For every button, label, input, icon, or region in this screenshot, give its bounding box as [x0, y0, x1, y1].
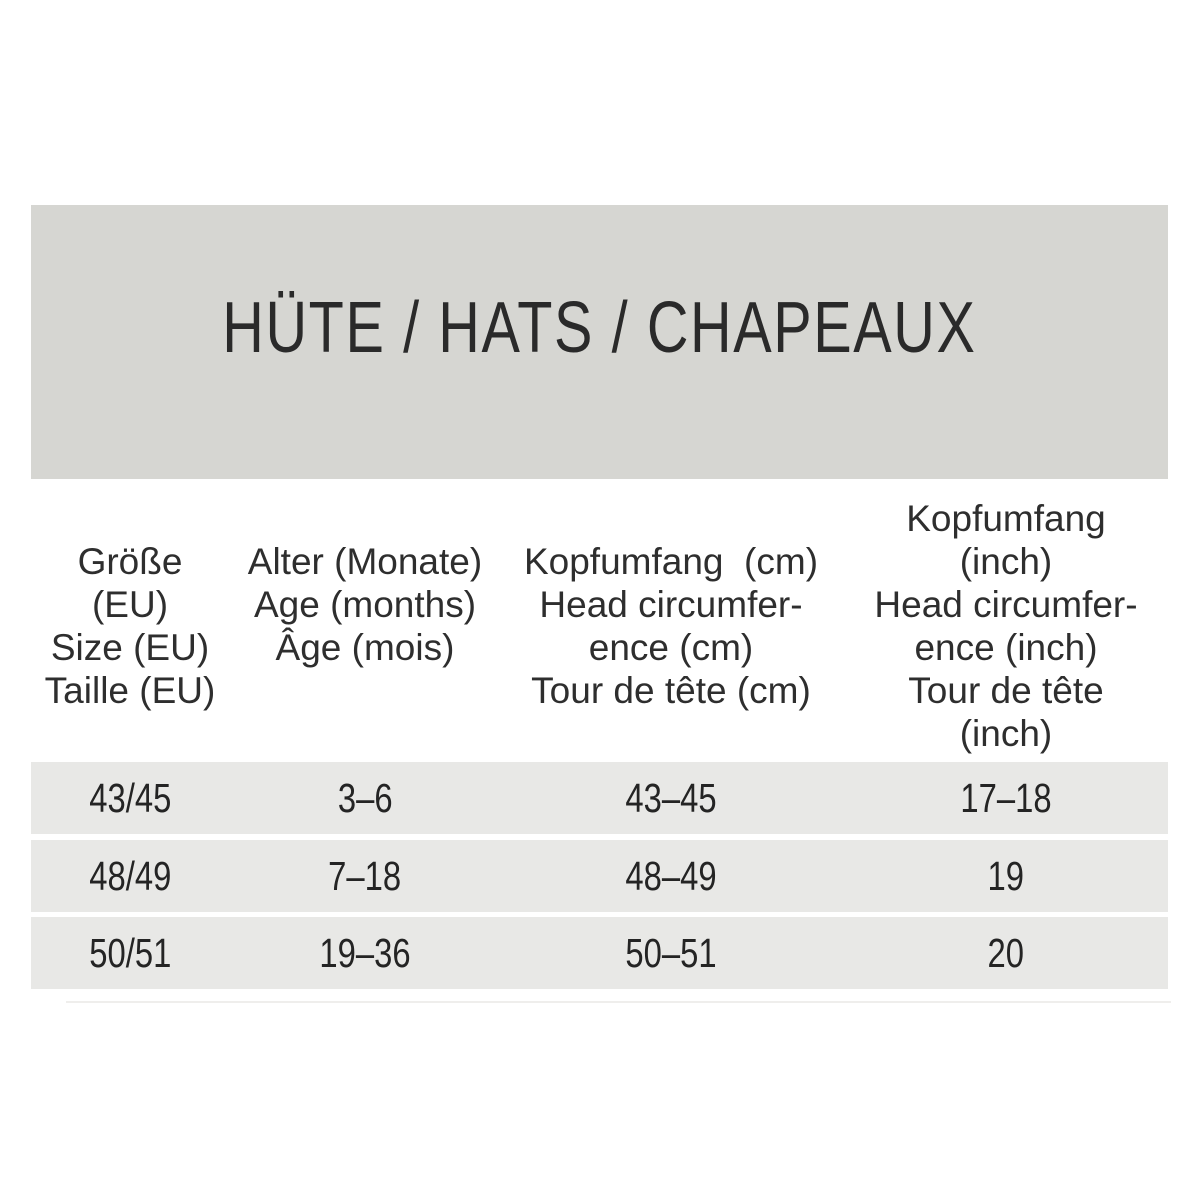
cell-head-circumference-cm: [521, 762, 821, 834]
cell-size-eu: [31, 840, 229, 912]
table-row: [31, 917, 1168, 989]
header-line: Âge (mois): [275, 627, 455, 668]
cell-value: 7–18: [328, 852, 402, 899]
header-line: (inch): [959, 541, 1053, 582]
header-line: Kopfumfang (cm): [523, 541, 819, 582]
cell-age-months: [240, 762, 490, 834]
cell-value: 19–36: [319, 929, 411, 976]
cell-head-circumference-inch: [856, 762, 1156, 834]
header-line: (inch): [959, 713, 1053, 754]
header-line: Tour de tête: [908, 670, 1104, 711]
cell-head-circumference-inch: [856, 917, 1156, 989]
table-row: [31, 840, 1168, 912]
cell-value: 50–51: [625, 929, 717, 976]
cell-value: 19: [987, 852, 1025, 899]
header-line: ence (inch): [914, 627, 1098, 668]
cell-value: 48/49: [88, 852, 172, 899]
cell-value: 3–6: [337, 774, 393, 821]
header-line: Tour de tête (cm): [531, 670, 811, 711]
header-line: Größe: [77, 541, 183, 582]
header-line: (EU): [91, 584, 169, 625]
cell-size-eu: [31, 917, 229, 989]
column-header-age-months: [240, 540, 490, 669]
cell-value: 43–45: [625, 774, 717, 821]
cell-head-circumference-cm: [521, 917, 821, 989]
cell-value: 43/45: [88, 774, 172, 821]
cell-value: 48–49: [625, 852, 717, 899]
header-line: Size (EU): [50, 627, 210, 668]
header-line: ence (cm): [588, 627, 754, 668]
table-row: [31, 762, 1168, 834]
divider-line: [66, 1001, 1171, 1003]
header-line: Alter (Monate): [247, 541, 483, 582]
cell-value: 17–18: [960, 774, 1052, 821]
header-line: Kopfumfang: [906, 498, 1106, 539]
cell-head-circumference-cm: [521, 840, 821, 912]
chart-title-banner: [31, 205, 1168, 479]
cell-head-circumference-inch: [856, 840, 1156, 912]
header-line: Head circumfer-: [539, 584, 803, 625]
column-header-size-eu: [30, 540, 230, 712]
cell-value: 20: [987, 929, 1025, 976]
column-header-head-circumference-cm: [521, 540, 821, 712]
column-header-head-circumference-inch: [856, 497, 1156, 755]
header-line: Age (months): [253, 584, 477, 625]
header-line: Head circumfer-: [874, 584, 1138, 625]
cell-value: 50/51: [88, 929, 172, 976]
cell-size-eu: [31, 762, 229, 834]
cell-age-months: [240, 917, 490, 989]
header-line: Taille (EU): [44, 670, 216, 711]
chart-title: HÜTE / HATS / CHAPEAUX: [222, 288, 977, 368]
cell-age-months: [240, 840, 490, 912]
